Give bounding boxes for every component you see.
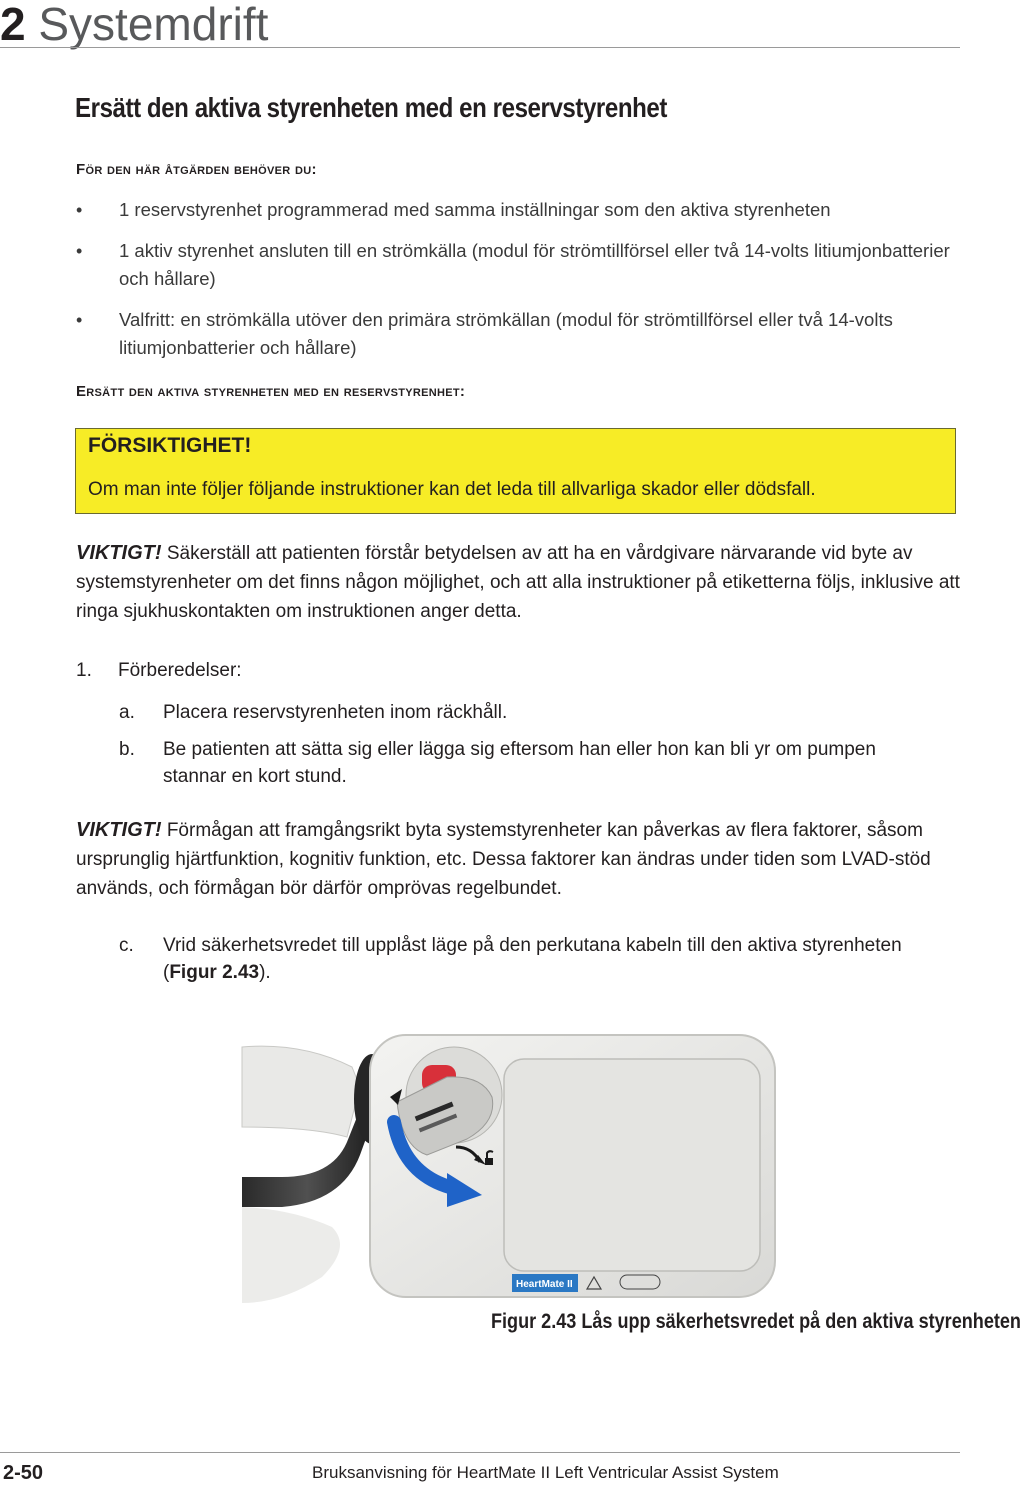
chapter-name: Systemdrift [38,0,269,50]
step-1 [76,657,242,684]
step-text: Be patienten att sätta sig eller lägga sig eftersom han eller hon kan bli yr om pumpen stannar en kort stund. [163,739,876,787]
unlock-icon [485,1158,493,1165]
important-text: Säkerställ att patienten förstår betydelsen av att ha en vårdgivare närvarande vid byte av systemstyrenheter om det finns någon möjlighet, och att alla instruktioner på etiketterna följs, inklusive att ringa sjukhuskontakten om instruktionen anger detta. [76,543,960,622]
important-label: VIKTIGT! [76,542,162,564]
list-item: • Valfritt: en strömkälla utöver den primära strömkällan (modul för strömtillförsel eller två 14-volts litiumjonbatterier och hållare) [76,306,956,362]
step-letter: a. [119,702,135,723]
step-number: 1. [76,660,92,681]
step-text-end: ). [259,962,271,983]
figure-caption: Figur 2.43 Lås upp säkerhetsvredet på den aktiva styrenheten [491,1310,1021,1333]
important-text: Förmågan att framgångsrikt byta systemstyrenheter kan påverkas av flera faktorer, såsom ursprunglig hjärtfunktion, kognitiv funktion, etc. Dessa faktorer kan ändras under tiden som LVAD-stöd används, och förmågan bör därför omprövas regelbundet. [76,820,931,899]
step-text: Förberedelser: [118,660,242,681]
step-a [119,699,939,726]
step-letter: c. [119,935,134,956]
bullet-icon: • [76,310,83,330]
footer-rule [0,1452,960,1453]
chapter-title [0,0,268,48]
battery-cover [504,1059,760,1271]
important-label: VIKTIGT! [76,819,162,841]
step-b [119,736,939,790]
list-item: • 1 reservstyrenhet programmerad med samma inställningar som den aktiva styrenheten [76,196,956,224]
step-text: Placera reservstyrenheten inom räckhåll. [163,702,508,723]
brand-label: HeartMate II [516,1279,573,1290]
important-note [76,816,960,903]
step-text: Vrid säkerhetsvredet till upplåst läge på den perkutana kabeln till den aktiva styrenheten ( [163,935,902,983]
bullet-icon: • [76,200,83,220]
page-number: 2-50 [3,1462,44,1484]
footer-title: Bruksanvisning för HeartMate II Left Ventricular Assist System [312,1463,779,1482]
step-c [119,932,939,986]
requirements-list [76,196,956,375]
bullet-icon: • [76,241,83,261]
controller-photo [242,1027,791,1303]
caution-title: FÖRSIKTIGHET! [88,434,252,457]
caution-text: Om man inte följer följande instruktioner kan det leda till allvarliga skador eller dödsfall. [88,479,816,500]
list-item: • 1 aktiv styrenhet ansluten till en strömkälla (modul för strömtillförsel eller två 14-volts litiumjonbatterier och hållare) [76,237,956,293]
figure-reference: Figur 2.43 [169,962,260,983]
step-letter: b. [119,739,135,760]
header-rule [0,47,960,48]
requirements-heading: För den här åtgärden behöver du: [76,161,317,178]
important-note [76,539,960,626]
section-title: Ersätt den aktiva styrenheten med en reservstyrenhet [75,92,667,123]
chapter-number: 2 [0,0,26,50]
procedure-heading: Ersätt den aktiva styrenheten med en reservstyrenhet: [76,383,466,400]
